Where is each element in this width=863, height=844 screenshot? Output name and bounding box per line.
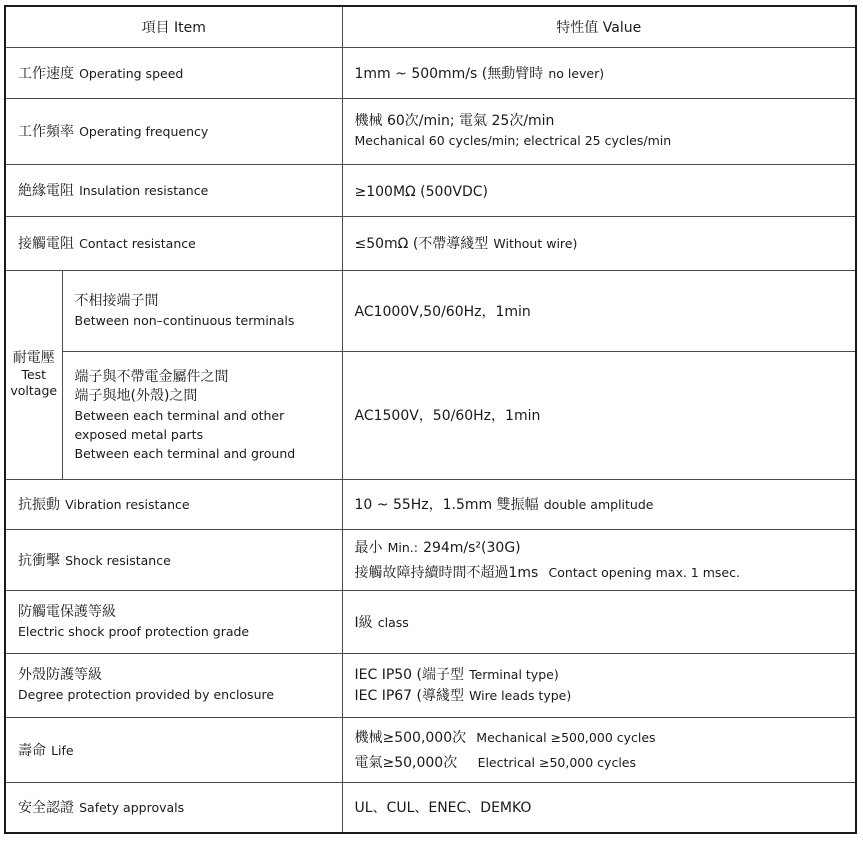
item-en: Degree protection provided by enclosure	[18, 687, 275, 702]
value-en: Without wire)	[493, 236, 578, 251]
value-en: double amplitude	[543, 497, 654, 512]
item-en: Operating frequency	[79, 124, 209, 139]
value-zh: Ⅰ級	[354, 614, 373, 631]
sub-item-en: Between non–continuous terminals	[74, 312, 295, 328]
row-contact-resistance	[5, 216, 856, 270]
value-text: AC1000V,50/60Hz，1min	[354, 303, 531, 320]
value-cell	[342, 270, 856, 351]
row-operating-speed	[5, 47, 856, 98]
item-en: Operating speed	[79, 65, 184, 81]
item-cell	[5, 590, 342, 653]
item-cell	[5, 216, 342, 270]
sub-item-cell	[62, 270, 342, 351]
value-text: 10 ~ 55Hz，1.5mm 雙振幅	[354, 497, 539, 513]
item-zh: 工作速度	[18, 65, 74, 82]
item-en: Insulation resistance	[79, 183, 209, 198]
item-cell	[5, 782, 342, 833]
row-electric-shock-grade	[5, 590, 856, 653]
value-zh: 機械 60次/min; 電氣 25次/min	[354, 113, 555, 129]
value-cell	[342, 590, 856, 653]
sub-item-zh: 不相接端子間	[74, 292, 159, 309]
item-zh: 抗振動	[18, 497, 60, 513]
value-en-1: Terminal type)	[469, 667, 559, 682]
item-en: Vibration resistance	[65, 497, 190, 512]
value-cell	[342, 782, 856, 833]
value-en: class	[377, 614, 409, 630]
value-cell	[342, 653, 856, 717]
item-zh: 抗衝擊	[18, 552, 60, 569]
value-cell	[342, 351, 856, 479]
value-cell	[342, 164, 856, 216]
item-zh: 外殼防護等級	[18, 667, 102, 683]
value-zh-1: 機械≥500,000次	[354, 729, 467, 746]
row-safety-approvals	[5, 782, 856, 833]
item-en: Life	[51, 742, 74, 758]
item-cell	[5, 47, 342, 98]
specifications-table	[4, 5, 857, 834]
test-voltage-label	[5, 270, 62, 479]
value-en-1: Min.:	[387, 539, 418, 555]
item-en: Shock resistance	[65, 552, 171, 568]
item-en: Safety approvals	[79, 800, 185, 816]
sub-item-en-1: Between each terminal and other	[74, 407, 285, 423]
sub-item-zh-1: 端子與不帶電金屬件之間	[74, 368, 229, 385]
value-2: IEC IP67 (導綫型	[354, 688, 464, 704]
value-en-1: Mechanical ≥500,000 cycles	[476, 729, 656, 745]
item-en: Electric shock proof protection grade	[18, 623, 250, 639]
value-cell	[342, 479, 856, 529]
row-life	[5, 717, 856, 782]
value-en: Mechanical 60 cycles/min; electrical 25 cycles/min	[354, 133, 672, 148]
value-1: 294m/s²(30G)	[423, 539, 521, 556]
value-cell	[342, 529, 856, 590]
value-zh-1: 最小	[354, 539, 383, 556]
item-en: Contact resistance	[79, 236, 196, 251]
item-cell	[5, 164, 342, 216]
item-zh: 絶緣電阻	[18, 183, 74, 199]
value-en-2: Electrical ≥50,000 cycles	[477, 754, 636, 770]
row-degree-protection	[5, 653, 856, 717]
item-zh: 耐電壓	[12, 350, 55, 366]
value-en-2: Wire leads type)	[469, 688, 572, 703]
item-en-1: Test	[21, 367, 47, 382]
header-value: 特性值 Value	[342, 6, 856, 47]
value-zh-2: 電氣≥50,000次	[354, 754, 458, 771]
header-row	[5, 6, 856, 47]
item-zh: 接觸電阻	[18, 236, 74, 252]
value-text: ≥100MΩ (500VDC)	[354, 183, 488, 200]
sub-item-zh-2: 端子與地(外殼)之間	[74, 387, 198, 404]
value-cell	[342, 98, 856, 164]
value-cell	[342, 216, 856, 270]
value-cell	[342, 717, 856, 782]
value-en: no lever)	[548, 65, 605, 81]
row-operating-frequency	[5, 98, 856, 164]
row-test-voltage-2	[5, 351, 856, 479]
value-text: 1mm ~ 500mm/s (無動臂時	[354, 65, 544, 82]
value-text: UL、CUL、ENEC、DEMKO	[354, 800, 532, 817]
item-zh: 防觸電保護等級	[18, 603, 116, 620]
sub-item-en-3: Between each terminal and ground	[74, 445, 296, 461]
item-cell	[5, 98, 342, 164]
sub-item-en-2: exposed metal parts	[74, 426, 204, 442]
item-zh: 工作頻率	[18, 124, 74, 140]
item-cell	[5, 529, 342, 590]
value-text: AC1500V，50/60Hz，1min	[354, 408, 541, 424]
header-item: 項目 Item	[5, 6, 342, 47]
value-text: ≤50mΩ (不帶導綫型	[354, 236, 489, 252]
value-en-2: Contact opening max. 1 msec.	[548, 564, 740, 580]
value-1: IEC IP50 (端子型	[354, 667, 464, 683]
row-insulation-resistance	[5, 164, 856, 216]
item-cell	[5, 717, 342, 782]
item-zh: 壽命	[18, 742, 46, 759]
row-vibration-resistance	[5, 479, 856, 529]
row-shock-resistance	[5, 529, 856, 590]
item-zh: 安全認證	[18, 800, 74, 817]
row-test-voltage-1	[5, 270, 856, 351]
item-cell	[5, 479, 342, 529]
value-cell	[342, 47, 856, 98]
item-en-2: voltage	[10, 383, 58, 398]
sub-item-cell	[62, 351, 342, 479]
value-zh-2: 接觸故障持續時間不超過1ms	[354, 564, 539, 581]
item-cell	[5, 653, 342, 717]
